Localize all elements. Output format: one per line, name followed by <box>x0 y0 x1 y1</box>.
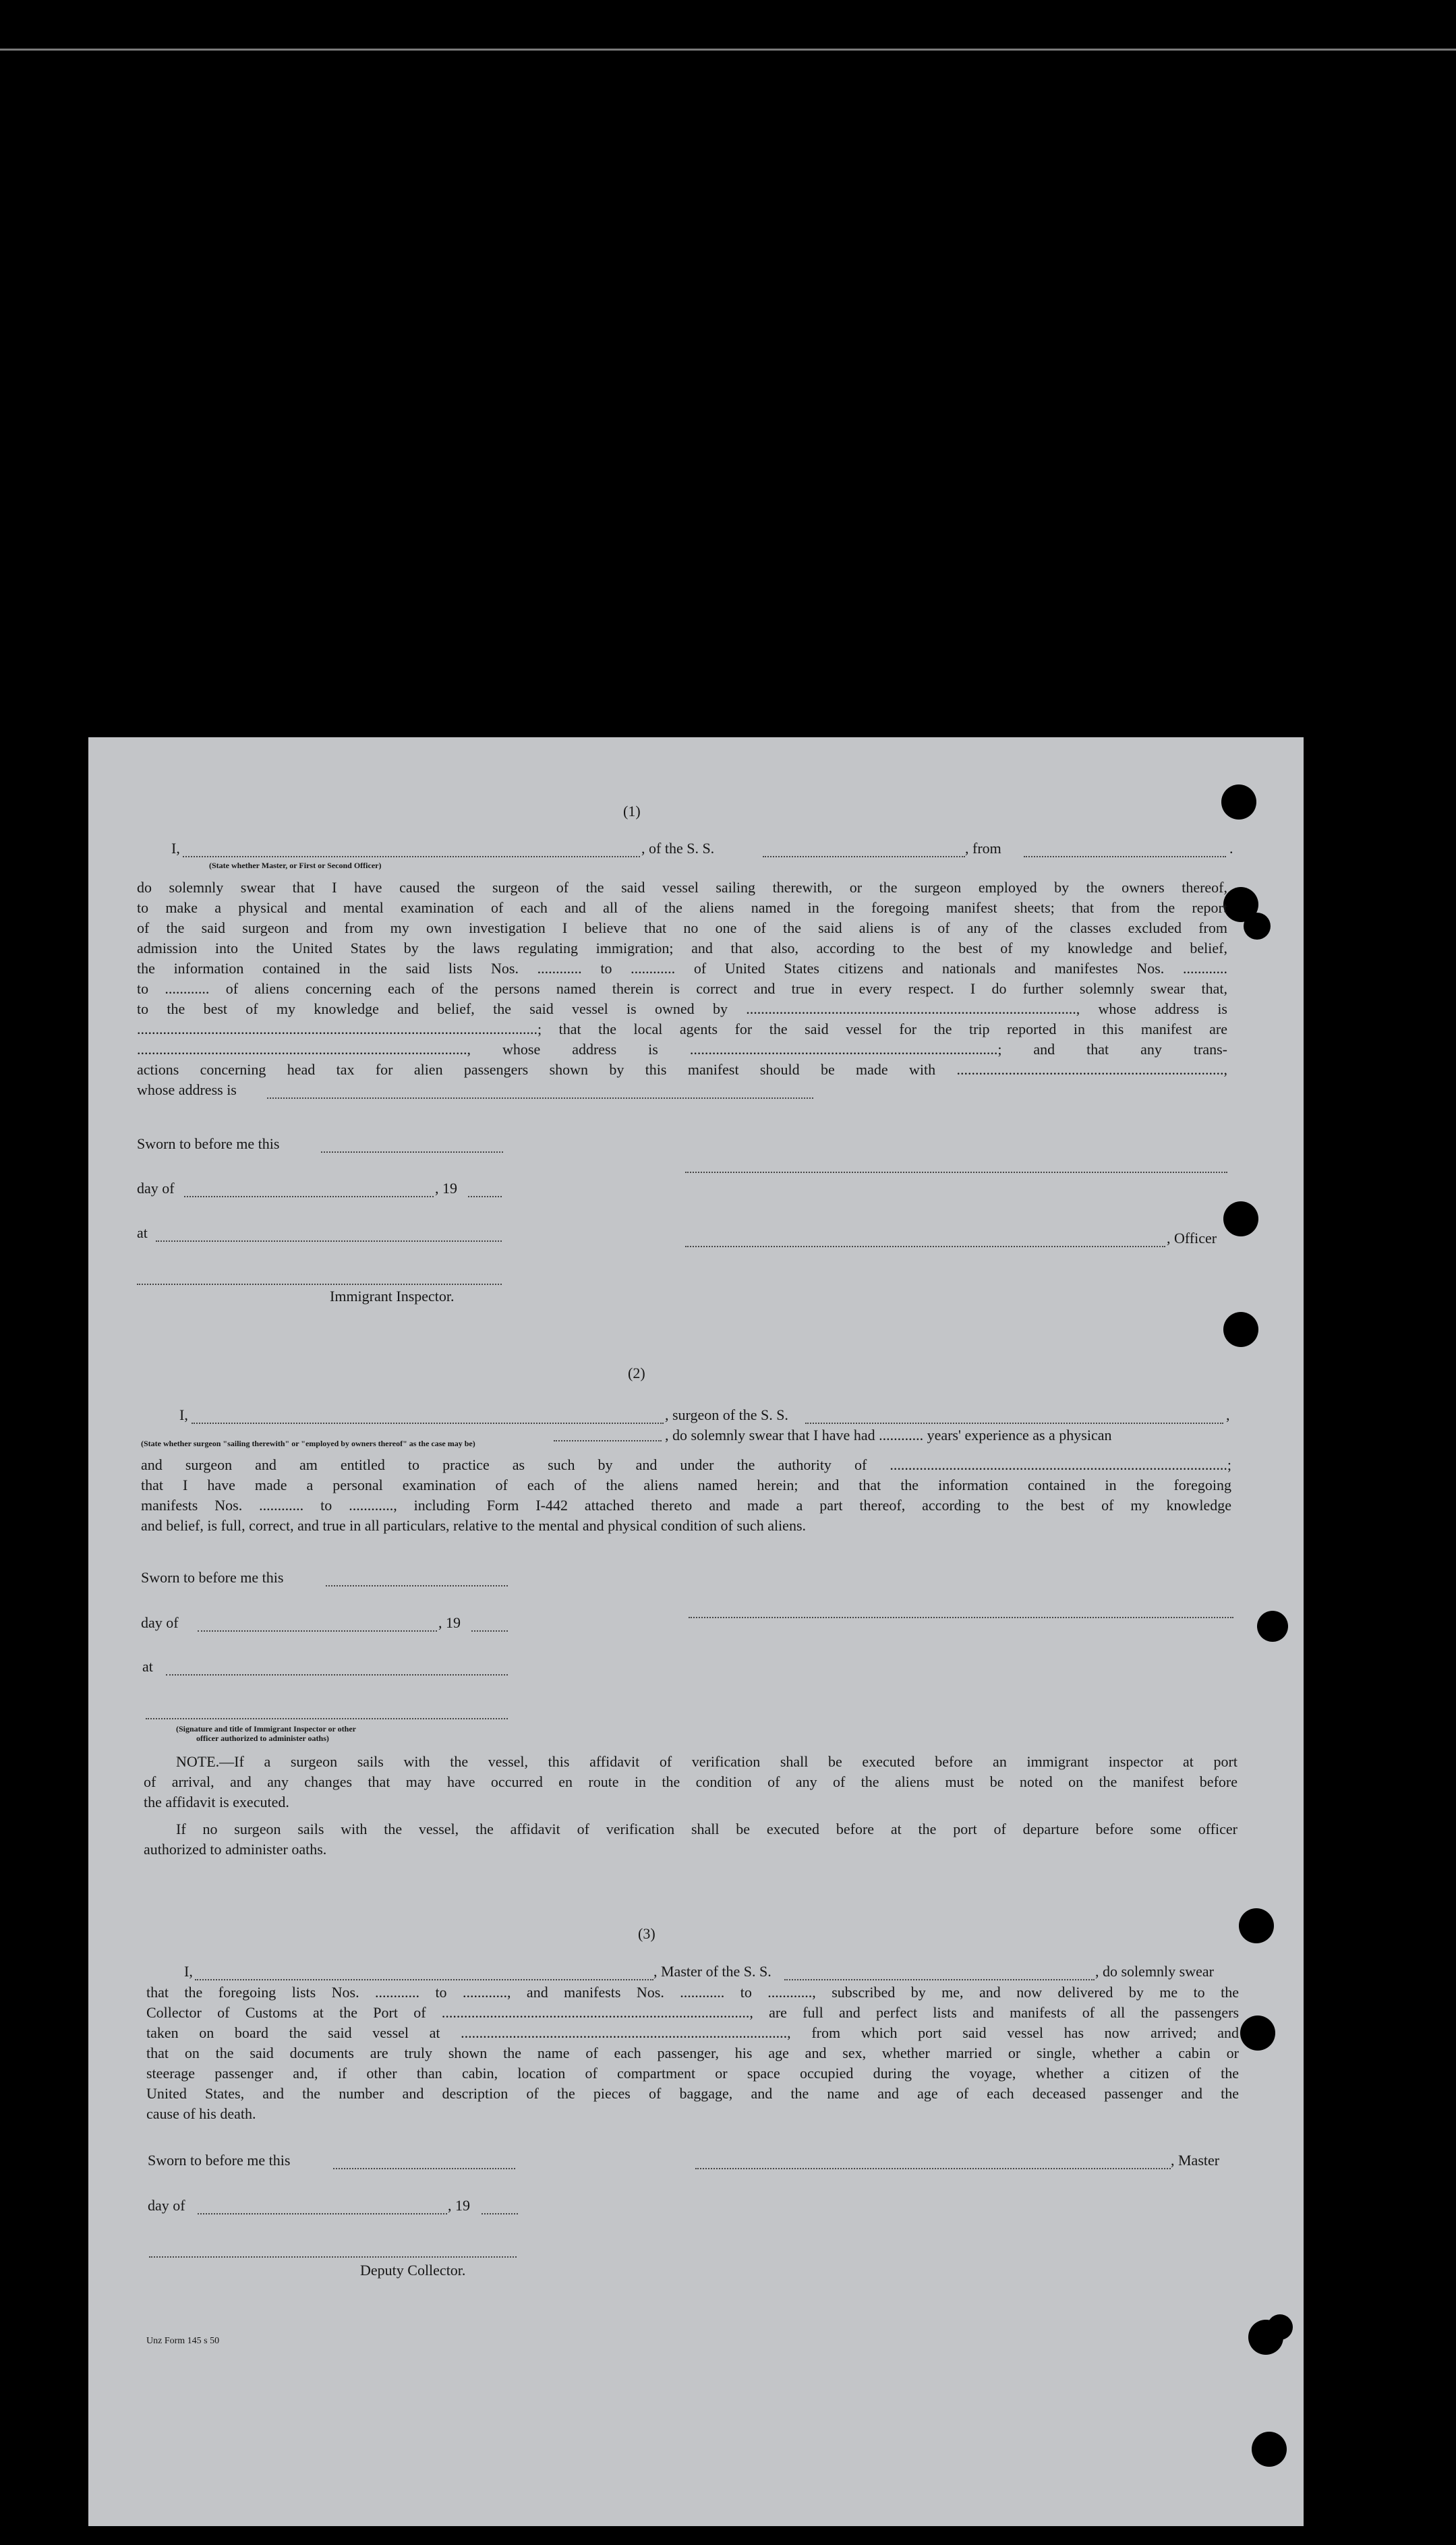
oath-line: admission into the United States by the laws regulating immigration; and that also, according to the best of my knowledge and belief, <box>137 940 1227 956</box>
punch-hole <box>1267 2314 1293 2340</box>
oath-line: ............................................................................................................; that the local agents for the said vessel for the trip reported in this manifest are <box>137 1021 1227 1037</box>
line-end: . <box>1229 840 1233 857</box>
oath-line: that on the said documents are truly shown the name of each passenger, his age and sex, whether married or single, whether a cabin or <box>146 2044 1239 2061</box>
surgeon-status-note: (State whether surgeon "sailing therewith" or "employed by owners thereof" as the case may be) <box>141 1439 475 1448</box>
inspector-signature-line[interactable] <box>146 1717 508 1719</box>
officer-label: , Officer <box>1167 1230 1217 1247</box>
day-of-label: day of <box>141 1614 179 1631</box>
from-port-field[interactable] <box>1024 855 1226 857</box>
from-label: , from <box>965 840 1001 857</box>
master-name-field[interactable] <box>195 1978 653 1980</box>
punch-hole <box>1252 2432 1287 2467</box>
scan-edge-line <box>0 49 1456 51</box>
cause-of-death-line: cause of his death. <box>146 2105 256 2122</box>
at-field[interactable] <box>166 1673 508 1676</box>
note-line: authorized to administer oaths. <box>144 1841 327 1858</box>
year-label: , 19 <box>435 1180 457 1197</box>
deputy-collector-label: Deputy Collector. <box>360 2262 466 2279</box>
day-of-label: day of <box>137 1180 175 1197</box>
immigrant-inspector-label: Immigrant Inspector. <box>330 1288 455 1305</box>
oath-line: that I have made a personal examination of each of the aliens named herein; and that the information contained in the foregoing <box>141 1477 1231 1493</box>
surgeon-ship-field[interactable] <box>805 1421 1223 1424</box>
oath-intro: I, <box>184 1963 193 1980</box>
form-number: Unz Form 145 s 50 <box>146 2336 220 2346</box>
oath-line: the information contained in the said lists Nos. ............ to ............ of United States citizens and nationals and manifestes Nos. ............ <box>137 960 1227 977</box>
at-label: at <box>137 1224 148 1241</box>
master-signature-line[interactable] <box>695 2167 1171 2169</box>
oath-body <box>137 878 1227 1080</box>
line-end: , <box>1226 1406 1230 1423</box>
ship-name-field[interactable] <box>763 855 965 857</box>
surgeon-name-field[interactable] <box>192 1421 664 1424</box>
signature-note: (Signature and title of Immigrant Inspector or other <box>176 1724 356 1734</box>
oath-line: and belief, is full, correct, and true in all particulars, relative to the mental and physical condition of such aliens. <box>141 1517 807 1534</box>
sworn-date-field[interactable] <box>321 1150 503 1153</box>
oath-line: actions concerning head tax for alien passengers shown by this manifest should be made with ........................................................................, <box>137 1061 1227 1078</box>
oath-line: ........................................................................................., whose address is ...................................................................................; and that any trans- <box>137 1041 1227 1058</box>
day-of-field[interactable] <box>184 1195 434 1197</box>
punch-hole <box>1223 1312 1258 1347</box>
year-label: , 19 <box>448 2197 470 2214</box>
oath-line: steerage passenger and, if other than cabin, location of compartment or space occupied during the voyage, whether a citizen of the <box>146 2065 1239 2082</box>
at-label: at <box>142 1658 153 1675</box>
oath-intro: I, <box>171 840 180 857</box>
note-text <box>144 1752 1237 1812</box>
section-number: (2) <box>628 1365 645 1381</box>
oath-line: taken on board the said vessel at ........................................................................................, from which port said vessel has now arrived; and <box>146 2024 1239 2041</box>
oath-line: Collector of Customs at the Port of ..................................................................................., are full and perfect lists and manifests of all the passengers <box>146 2004 1239 2021</box>
oath-line: that the foregoing lists Nos. ............ to ............, and manifests Nos. ............ to ............, subscribed by me, and now delivered by me to the <box>146 1984 1239 2001</box>
collector-signature-line[interactable] <box>149 2255 517 2258</box>
oath-line: of the said surgeon and from my own investigation I believe that no one of the said aliens is of any of the classes excluded from <box>137 919 1227 936</box>
oath-line: manifests Nos. ............ to ............, including Form I-442 attached thereto and made a part thereof, according to the best of my knowledge <box>141 1497 1231 1514</box>
day-of-field[interactable] <box>198 1629 437 1632</box>
sworn-label: Sworn to before me this <box>137 1135 280 1152</box>
address-label: whose address is <box>137 1081 237 1098</box>
punch-hole <box>1257 1611 1288 1642</box>
year-field[interactable] <box>468 1195 502 1197</box>
surgeon-oath-line: , do solemnly swear that I have had ............ years' experience as a physican <box>665 1427 1112 1443</box>
surgeon-ss-label: , surgeon of the S. S. <box>665 1406 788 1423</box>
sworn-date-field[interactable] <box>333 2167 515 2169</box>
officer-title-line[interactable] <box>685 1245 1165 1247</box>
officer-signature-line[interactable] <box>685 1170 1227 1173</box>
sworn-date-field[interactable] <box>326 1584 508 1586</box>
of-ss-label: , of the S. S. <box>641 840 715 857</box>
oath-line: and surgeon and am entitled to practice as such by and under the authority of ...........................................................................................; <box>141 1456 1231 1473</box>
officer-rank-note: (State whether Master, or First or Second Officer) <box>209 861 382 870</box>
at-field[interactable] <box>156 1239 502 1242</box>
master-ss-label: , Master of the S. S. <box>653 1963 771 1980</box>
master-label: , Master <box>1171 2152 1220 2169</box>
swear-label: , do solemnly swear <box>1095 1963 1214 1980</box>
master-oath-body <box>146 1982 1239 2104</box>
year-field[interactable] <box>471 1629 508 1632</box>
officer-name-field[interactable] <box>183 855 640 857</box>
note-text <box>144 1819 1237 1860</box>
punch-hole <box>1240 2015 1275 2051</box>
day-of-field[interactable] <box>198 2212 447 2214</box>
oath-intro: I, <box>179 1406 188 1423</box>
sworn-label: Sworn to before me this <box>141 1569 284 1586</box>
punch-hole <box>1239 1908 1274 1943</box>
surgeon-signature-line[interactable] <box>689 1615 1233 1618</box>
surgeon-oath-body <box>141 1455 1231 1536</box>
sworn-label: Sworn to before me this <box>148 2152 291 2169</box>
punch-hole <box>1221 784 1256 820</box>
note-line: the affidavit is executed. <box>144 1794 289 1810</box>
year-label: , 19 <box>438 1614 461 1631</box>
oath-line: to make a physical and mental examination of each and all of the aliens named in the foregoing manifest sheets; that from the report <box>137 899 1227 916</box>
inspector-signature-line[interactable] <box>137 1282 502 1285</box>
manifest-affidavit-page <box>88 737 1304 2526</box>
punch-hole <box>1223 1201 1258 1236</box>
master-ship-field[interactable] <box>784 1978 1095 1980</box>
surgeon-status-field[interactable] <box>554 1439 662 1441</box>
oath-line: United States, and the number and description of the pieces of baggage, and the name and age of each deceased passenger and the <box>146 2085 1239 2102</box>
year-field[interactable] <box>482 2212 518 2214</box>
note-line: NOTE.—If a surgeon sails with the vessel, this affidavit of verification shall be executed before an immigrant inspector at port <box>176 1753 1237 1770</box>
punch-hole <box>1244 913 1271 940</box>
address-field[interactable] <box>267 1096 813 1099</box>
oath-line: to ............ of aliens concerning each of the persons named therein is correct and true in every respect. I do further solemnly swear that, <box>137 980 1227 997</box>
section-number: (1) <box>623 803 641 820</box>
note-line: of arrival, and any changes that may have occurred en route in the condition of any of the aliens must be noted on the manifest before <box>144 1773 1237 1790</box>
section-number: (3) <box>638 1925 656 1942</box>
day-of-label: day of <box>148 2197 185 2214</box>
oath-line: to the best of my knowledge and belief, the said vessel is owned by ........................................................................................., whose address is <box>137 1000 1227 1017</box>
note-line: If no surgeon sails with the vessel, the affidavit of verification shall be executed before at the port of departure before some officer <box>176 1821 1237 1837</box>
signature-note: officer authorized to administer oaths) <box>196 1734 329 1743</box>
oath-line: do solemnly swear that I have caused the surgeon of the said vessel sailing therewith, or the surgeon employed by the owners thereof, <box>137 879 1227 896</box>
